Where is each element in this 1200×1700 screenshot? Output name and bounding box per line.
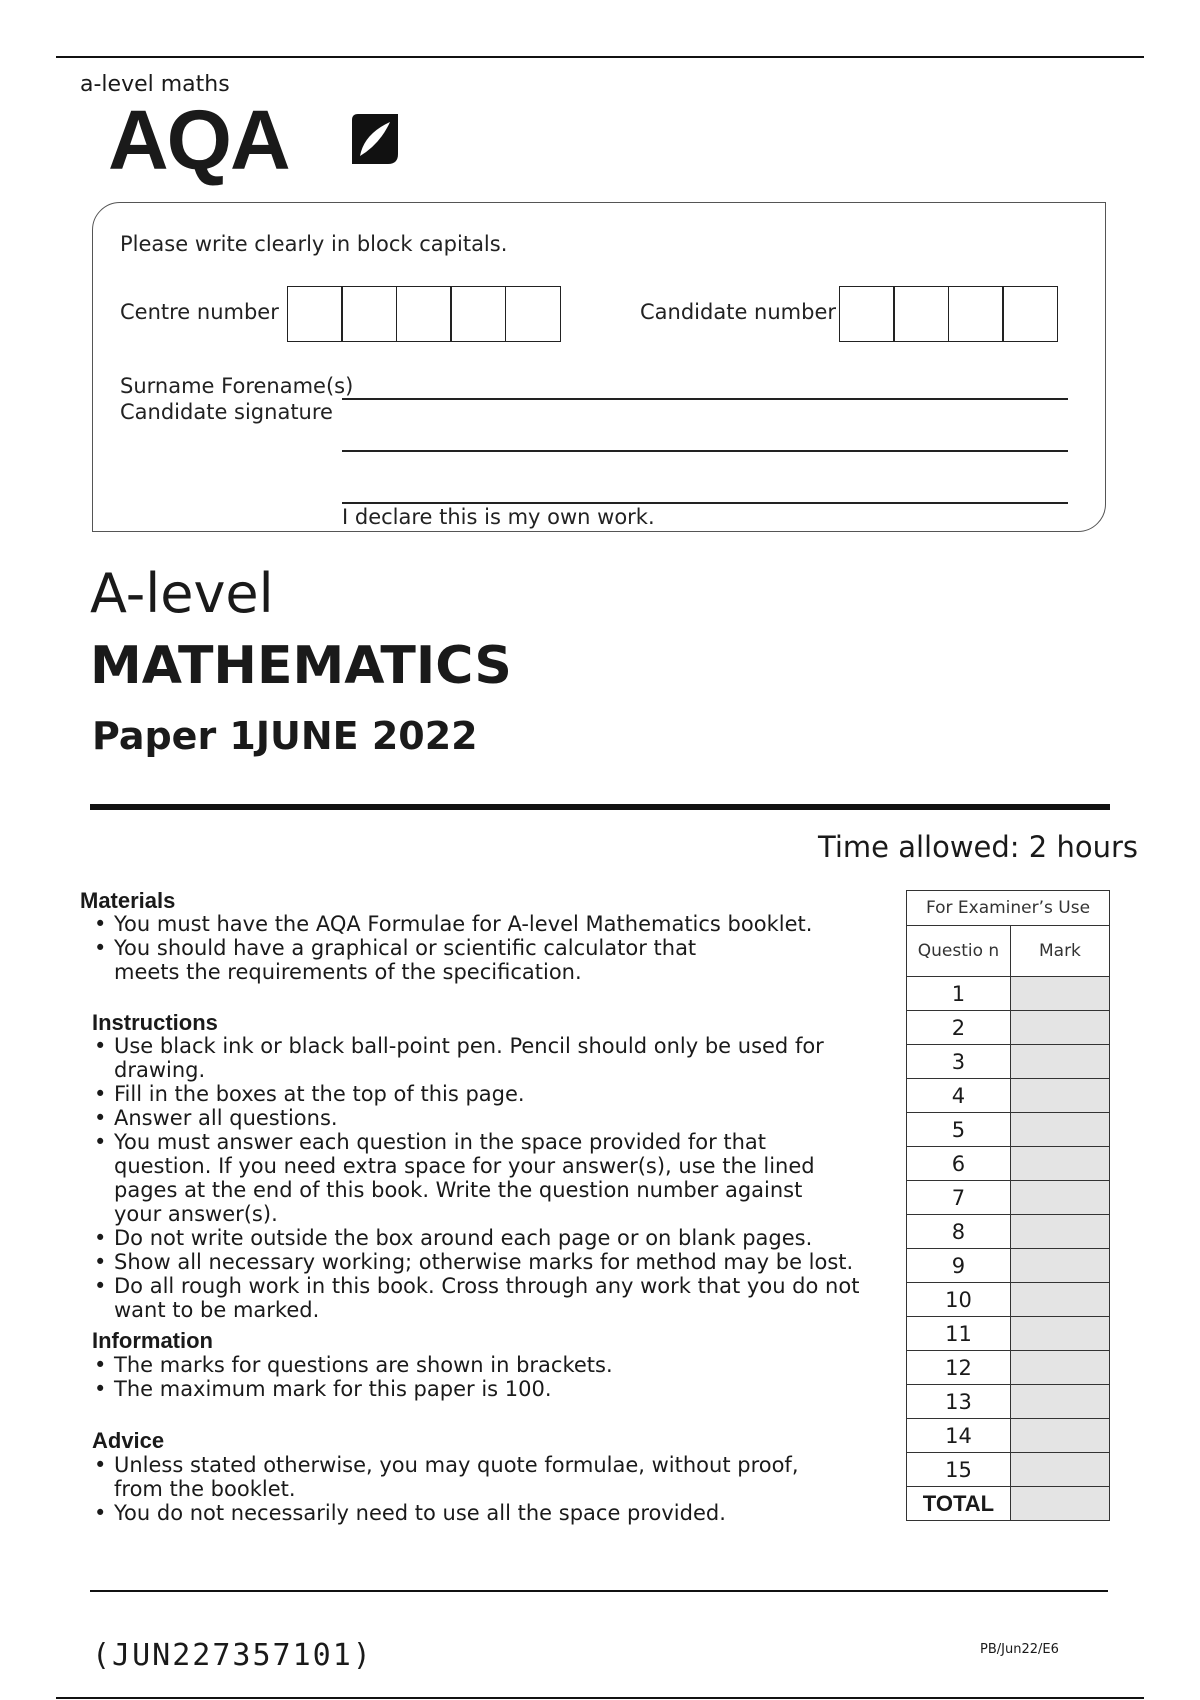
- list-item: • You must have the AQA Formulae for A-level Mathematics booklet.: [90, 912, 880, 936]
- bottom-rule: [56, 1697, 1144, 1699]
- table-row: [907, 1385, 1110, 1419]
- question-column-header: Questio n: [907, 926, 1011, 977]
- mark-cell[interactable]: [1010, 1317, 1109, 1351]
- candidate-number-boxes[interactable]: [840, 286, 1058, 342]
- mark-cell[interactable]: [1010, 977, 1109, 1011]
- question-number: 13: [907, 1385, 1011, 1419]
- table-row: [907, 1419, 1110, 1453]
- examiner-use-table: [906, 890, 1110, 1521]
- candidate-number-box[interactable]: [1002, 286, 1058, 342]
- table-row: [907, 1249, 1110, 1283]
- list-item: • Do not write outside the box around each page or on blank pages.: [90, 1226, 902, 1250]
- time-allowed: Time allowed: 2 hours: [818, 830, 1138, 864]
- instructions-heading: Instructions: [92, 1010, 218, 1035]
- mark-cell[interactable]: [1010, 1045, 1109, 1079]
- information-heading: Information: [92, 1328, 213, 1353]
- centre-number-box[interactable]: [450, 286, 506, 342]
- aqa-leaf-icon: [346, 110, 404, 168]
- question-number: 1: [907, 977, 1011, 1011]
- question-number: 9: [907, 1249, 1011, 1283]
- question-number: 7: [907, 1181, 1011, 1215]
- list-item: • Answer all questions.: [90, 1106, 902, 1130]
- aqa-logo: AQA: [108, 93, 289, 187]
- table-row: [907, 1453, 1110, 1487]
- table-row: [907, 1147, 1110, 1181]
- footer-rule: [90, 1590, 1108, 1592]
- paper-reference: PB/Jun22/E6: [980, 1642, 1059, 1657]
- list-item: • You should have a graphical or scientific calculator that meets the requirements of the specification.: [90, 936, 734, 984]
- centre-number-box[interactable]: [287, 286, 343, 342]
- question-number: 12: [907, 1351, 1011, 1385]
- paper-title: Paper 1JUNE 2022: [92, 714, 478, 758]
- forename-line[interactable]: [342, 450, 1068, 452]
- title-rule: [90, 804, 1110, 810]
- question-number: 10: [907, 1283, 1011, 1317]
- question-number: 11: [907, 1317, 1011, 1351]
- candidate-number-box[interactable]: [893, 286, 949, 342]
- centre-number-boxes[interactable]: [288, 286, 561, 342]
- list-item: • The maximum mark for this paper is 100.: [90, 1377, 880, 1401]
- centre-number-box[interactable]: [505, 286, 561, 342]
- mark-cell[interactable]: [1010, 1011, 1109, 1045]
- mark-cell[interactable]: [1010, 1215, 1109, 1249]
- mark-cell[interactable]: [1010, 1351, 1109, 1385]
- question-number: 15: [907, 1453, 1011, 1487]
- examiner-table-title: For Examiner’s Use: [907, 891, 1110, 926]
- mark-cell[interactable]: [1010, 1079, 1109, 1113]
- mark-cell[interactable]: [1010, 1113, 1109, 1147]
- subject-tag: a-level maths: [80, 72, 230, 97]
- candidate-number-box[interactable]: [839, 286, 895, 342]
- surname-line[interactable]: [342, 398, 1068, 400]
- mark-cell[interactable]: [1010, 1147, 1109, 1181]
- list-item: • Use black ink or black ball-point pen. Pencil should only be used for drawing.: [90, 1034, 902, 1082]
- total-row: [907, 1487, 1110, 1521]
- centre-number-box[interactable]: [341, 286, 397, 342]
- information-list: [90, 1353, 880, 1401]
- materials-heading: Materials: [80, 888, 176, 913]
- centre-number-label: Centre number: [120, 300, 279, 324]
- table-row: [907, 1283, 1110, 1317]
- table-row: [907, 1351, 1110, 1385]
- table-row: [907, 1215, 1110, 1249]
- advice-list: [90, 1453, 880, 1525]
- paper-code: (JUN227357101): [92, 1638, 373, 1673]
- centre-number-box[interactable]: [396, 286, 452, 342]
- signature-label: Candidate signature: [120, 400, 333, 424]
- mark-cell[interactable]: [1010, 1249, 1109, 1283]
- subject-title: MATHEMATICS: [90, 636, 512, 696]
- surname-label: Surname Forename(s): [120, 374, 354, 398]
- mark-cell[interactable]: [1010, 1283, 1109, 1317]
- question-number: 14: [907, 1419, 1011, 1453]
- top-rule: [56, 56, 1144, 58]
- question-number: 4: [907, 1079, 1011, 1113]
- total-mark-cell[interactable]: [1010, 1487, 1109, 1521]
- mark-cell[interactable]: [1010, 1419, 1109, 1453]
- total-label: TOTAL: [907, 1487, 1011, 1521]
- signature-line[interactable]: [342, 502, 1068, 504]
- candidate-number-box[interactable]: [948, 286, 1004, 342]
- declaration-text: I declare this is my own work.: [342, 505, 655, 529]
- list-item: • You do not necessarily need to use all the space provided.: [90, 1501, 880, 1525]
- table-row: [907, 1181, 1110, 1215]
- question-number: 6: [907, 1147, 1011, 1181]
- mark-cell[interactable]: [1010, 1385, 1109, 1419]
- question-number: 5: [907, 1113, 1011, 1147]
- question-number: 2: [907, 1011, 1011, 1045]
- instructions-list: [90, 1034, 902, 1322]
- question-number: 8: [907, 1215, 1011, 1249]
- block-capitals-instruction: Please write clearly in block capitals.: [120, 232, 508, 256]
- table-row: [907, 1079, 1110, 1113]
- question-number: 3: [907, 1045, 1011, 1079]
- table-row: [907, 1317, 1110, 1351]
- candidate-number-label: Candidate number: [640, 300, 836, 324]
- table-row: [907, 1045, 1110, 1079]
- advice-heading: Advice: [92, 1428, 165, 1453]
- mark-cell[interactable]: [1010, 1453, 1109, 1487]
- table-row: [907, 1011, 1110, 1045]
- list-item: • Show all necessary working; otherwise marks for method may be lost.: [90, 1250, 902, 1274]
- level-title: A-level: [90, 562, 274, 625]
- table-row: [907, 1113, 1110, 1147]
- materials-list: [90, 912, 880, 984]
- list-item: • Fill in the boxes at the top of this page.: [90, 1082, 902, 1106]
- list-item: • Do all rough work in this book. Cross through any work that you do not want to be marked.: [90, 1274, 894, 1322]
- table-row: [907, 977, 1110, 1011]
- list-item: • The marks for questions are shown in brackets.: [90, 1353, 880, 1377]
- mark-cell[interactable]: [1010, 1181, 1109, 1215]
- mark-column-header: Mark: [1010, 926, 1109, 977]
- list-item: • Unless stated otherwise, you may quote formulae, without proof, from the booklet.: [90, 1453, 814, 1501]
- list-item: • You must answer each question in the space provided for that question. If you need extra space for your answer(s), use the lined pages at the end of this book. Write the question number against your answer(s).: [90, 1130, 834, 1226]
